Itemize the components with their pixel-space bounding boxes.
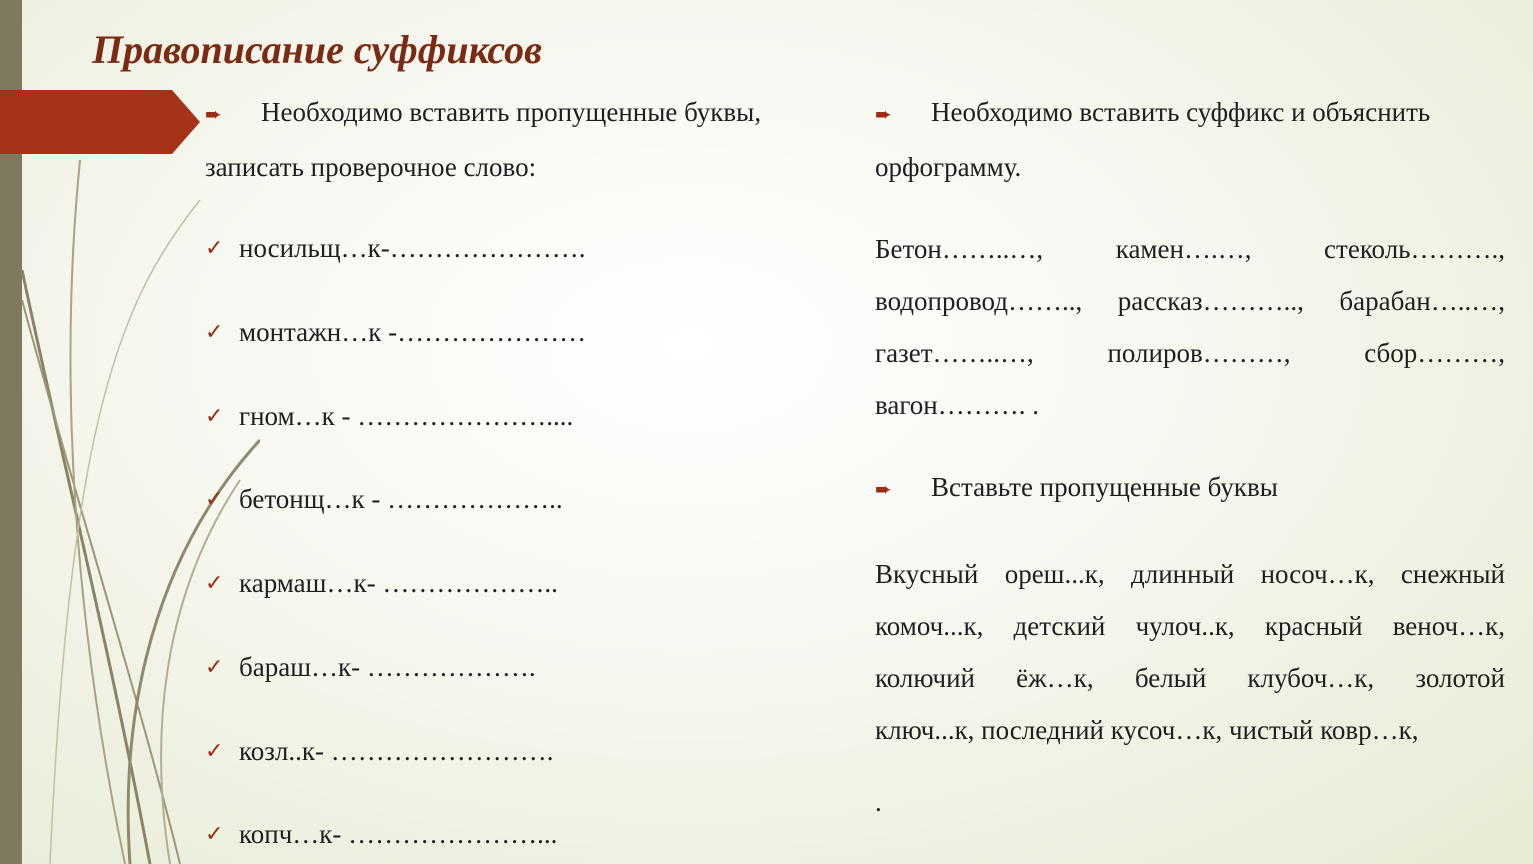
list-item-text: гном…к - ………………….... (239, 401, 574, 431)
words-line: водопровод…….., рассказ……….., барабан…..…, (875, 286, 1505, 316)
list-item-text: монтажн…к -………………… (239, 317, 587, 347)
arrow-bullet-icon: ➨ (875, 479, 892, 501)
checkmark-icon: ✓ (205, 319, 224, 344)
trailing-dot: . (875, 787, 882, 817)
list-item (205, 808, 557, 860)
left-column (205, 86, 825, 849)
words-line: Бетон……..…, камен….…, стеколь………., (875, 234, 1505, 264)
sentence-line: колючий ёж…к, белый клубоч…к, золотой (875, 663, 1505, 693)
list-item (205, 390, 573, 442)
checkmark-icon: ✓ (205, 821, 224, 846)
red-arrow-tab (0, 90, 200, 154)
instruction-line-2: записать проверочное слово: (205, 152, 537, 182)
task1-line-1: Необходимо вставить суффикс и объяснить (931, 97, 1431, 127)
checkmark-icon: ✓ (205, 570, 224, 595)
checkmark-icon: ✓ (205, 738, 224, 763)
task2-text: Вставьте пропущенные буквы (931, 472, 1278, 502)
checkmark-icon: ✓ (205, 235, 224, 260)
list-item (205, 306, 586, 358)
task2-instruction (875, 461, 1505, 516)
page-title: Правописание суффиксов (92, 27, 542, 72)
sentence-line: комоч...к, детский чулоч..к, красный веноч…к, (875, 611, 1505, 641)
sentence-block (875, 548, 1505, 756)
list-item (205, 725, 554, 777)
list-item (205, 641, 536, 693)
list-item-text: козл..к- ……………………. (239, 736, 554, 766)
instruction-line-1: Необходимо вставить пропущенные буквы, (261, 97, 762, 127)
list-item (205, 557, 558, 609)
task1-line-2: орфограмму. (875, 152, 1022, 182)
words-line: вагон………. . (875, 390, 1039, 420)
checkmark-icon: ✓ (205, 654, 224, 679)
checkmark-icon: ✓ (205, 486, 224, 511)
list-item (205, 222, 586, 274)
list-item-text: бетонщ…к - ……………….. (239, 484, 563, 514)
arrow-bullet-icon: ➨ (205, 104, 222, 126)
list-item-text: кармаш…к- ……………….. (239, 568, 558, 598)
left-instruction (205, 86, 825, 141)
right-column (875, 86, 1505, 828)
list-item-text: носильщ…к-…………………. (239, 233, 586, 263)
arrow-bullet-icon: ➨ (875, 104, 892, 126)
words-block (875, 223, 1505, 431)
sentence-line: Вкусный ореш...к, длинный носоч…к, снежный (875, 559, 1505, 589)
checkmark-icon: ✓ (205, 403, 224, 428)
list-item-text: бараш…к- ………………. (239, 652, 536, 682)
sentence-line: ключ...к, последний кусоч…к, чистый ковр…к, (875, 715, 1419, 745)
task1-instruction (875, 86, 1505, 141)
words-line: газет……..…, полиров………, сбор………, (875, 338, 1505, 368)
list-item (205, 473, 563, 525)
list-item-text: копч…к- …………………... (239, 819, 558, 849)
